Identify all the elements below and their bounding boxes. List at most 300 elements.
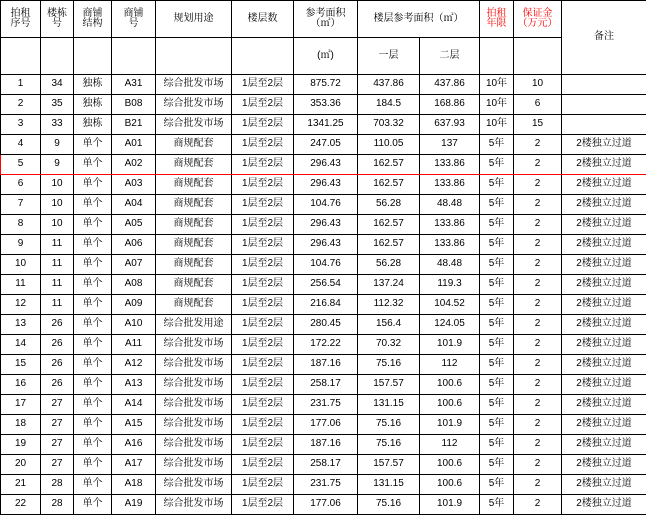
cell-floor2[interactable]: 104.52: [420, 295, 480, 315]
cell-note[interactable]: 2楼独立过道: [562, 195, 646, 215]
cell-shop[interactable]: A05: [112, 215, 156, 235]
cell-floors[interactable]: 1层至2层: [232, 435, 294, 455]
cell-deposit[interactable]: 2: [514, 195, 562, 215]
header-line-1: 商铺: [74, 9, 111, 20]
cell-area[interactable]: 177.06: [294, 415, 358, 435]
cell-note[interactable]: 2楼独立过道: [562, 375, 646, 395]
cell-floors[interactable]: 1层至2层: [232, 275, 294, 295]
cell-usage[interactable]: 综合批发市场: [156, 355, 232, 375]
cell-floor2[interactable]: 112: [420, 435, 480, 455]
header-cell-floor-area: 楼层参考面积（㎡）: [358, 1, 480, 38]
cell-term[interactable]: 5年: [480, 215, 514, 235]
cell-term[interactable]: 10年: [480, 95, 514, 115]
header-line-2: 序号: [1, 19, 40, 30]
cell-order[interactable]: 8: [1, 215, 41, 235]
cell-floors[interactable]: 1层至2层: [232, 475, 294, 495]
table-row[interactable]: [1, 475, 646, 495]
cell-area[interactable]: 1341.25: [294, 115, 358, 135]
cell-floor2[interactable]: 168.86: [420, 95, 480, 115]
cell-usage[interactable]: 综合批发市场: [156, 495, 232, 515]
cell-order[interactable]: 21: [1, 475, 41, 495]
cell-floor2[interactable]: 112: [420, 355, 480, 375]
header-line-2: （万元）: [514, 19, 561, 30]
cell-area[interactable]: 353.36: [294, 95, 358, 115]
cell-order[interactable]: 22: [1, 495, 41, 515]
cell-order[interactable]: 3: [1, 115, 41, 135]
cell-term[interactable]: 5年: [480, 255, 514, 275]
cell-structure[interactable]: 单个: [74, 335, 112, 355]
cell-floor1[interactable]: 131.15: [358, 475, 420, 495]
cell-area[interactable]: 187.16: [294, 355, 358, 375]
cell-deposit[interactable]: 2: [514, 415, 562, 435]
cell-structure[interactable]: 单个: [74, 275, 112, 295]
cell-usage[interactable]: 商规配套: [156, 195, 232, 215]
cell-order[interactable]: 1: [1, 75, 41, 95]
cell-structure[interactable]: 单个: [74, 295, 112, 315]
cell-building[interactable]: 9: [41, 155, 74, 175]
cell-deposit[interactable]: 15: [514, 115, 562, 135]
cell-shop[interactable]: A03: [112, 175, 156, 195]
cell-shop[interactable]: A10: [112, 315, 156, 335]
cell-note[interactable]: 2楼独立过道: [562, 415, 646, 435]
cell-area[interactable]: 258.17: [294, 375, 358, 395]
cell-floors[interactable]: 1层至2层: [232, 495, 294, 515]
cell-floor1[interactable]: 112.32: [358, 295, 420, 315]
cell-building[interactable]: 10: [41, 195, 74, 215]
cell-structure[interactable]: 单个: [74, 395, 112, 415]
cell-order[interactable]: 7: [1, 195, 41, 215]
cell-note[interactable]: 2楼独立过道: [562, 155, 646, 175]
cell-floor1[interactable]: 131.15: [358, 395, 420, 415]
subheader-area-unit: (㎡): [294, 38, 358, 75]
cell-area[interactable]: 296.43: [294, 155, 358, 175]
cell-floor2[interactable]: 100.6: [420, 375, 480, 395]
cell-order[interactable]: 6: [1, 175, 41, 195]
cell-shop[interactable]: B08: [112, 95, 156, 115]
cell-note[interactable]: 2楼独立过道: [562, 135, 646, 155]
cell-floor2[interactable]: 48.48: [420, 195, 480, 215]
cell-term[interactable]: 10年: [480, 75, 514, 95]
cell-usage[interactable]: 综合批发市场: [156, 395, 232, 415]
cell-building[interactable]: 34: [41, 75, 74, 95]
cell-term[interactable]: 10年: [480, 115, 514, 135]
table-row[interactable]: [1, 315, 646, 335]
cell-floor2[interactable]: 124.05: [420, 315, 480, 335]
cell-order[interactable]: 20: [1, 455, 41, 475]
cell-floor2[interactable]: 119.3: [420, 275, 480, 295]
cell-usage[interactable]: 商规配套: [156, 135, 232, 155]
cell-floor1[interactable]: 110.05: [358, 135, 420, 155]
cell-building[interactable]: 26: [41, 315, 74, 335]
cell-usage[interactable]: 商规配套: [156, 215, 232, 235]
cell-floors[interactable]: 1层至2层: [232, 155, 294, 175]
cell-order[interactable]: 18: [1, 415, 41, 435]
cell-floor1[interactable]: 184.5: [358, 95, 420, 115]
cell-deposit[interactable]: 10: [514, 75, 562, 95]
cell-floors[interactable]: 1层至2层: [232, 315, 294, 335]
cell-note[interactable]: 2楼独立过道: [562, 275, 646, 295]
cell-note[interactable]: 2楼独立过道: [562, 435, 646, 455]
cell-building[interactable]: 11: [41, 255, 74, 275]
cell-structure[interactable]: 独栋: [74, 95, 112, 115]
cell-usage[interactable]: 综合批发市场: [156, 475, 232, 495]
cell-building[interactable]: 27: [41, 455, 74, 475]
cell-building[interactable]: 26: [41, 355, 74, 375]
cell-note[interactable]: 2楼独立过道: [562, 475, 646, 495]
cell-floors[interactable]: 1层至2层: [232, 75, 294, 95]
table-row[interactable]: [1, 75, 646, 95]
cell-note[interactable]: 2楼独立过道: [562, 355, 646, 375]
cell-shop[interactable]: A15: [112, 415, 156, 435]
cell-structure[interactable]: 单个: [74, 215, 112, 235]
cell-floor2[interactable]: 133.86: [420, 235, 480, 255]
cell-floor1[interactable]: 75.16: [358, 435, 420, 455]
cell-floors[interactable]: 1层至2层: [232, 415, 294, 435]
cell-floor2[interactable]: 101.9: [420, 415, 480, 435]
cell-floor2[interactable]: 437.86: [420, 75, 480, 95]
cell-deposit[interactable]: 2: [514, 355, 562, 375]
cell-structure[interactable]: 单个: [74, 495, 112, 515]
table-row[interactable]: [1, 435, 646, 455]
table-row[interactable]: [1, 195, 646, 215]
cell-building[interactable]: 33: [41, 115, 74, 135]
cell-structure[interactable]: 单个: [74, 355, 112, 375]
cell-shop[interactable]: A31: [112, 75, 156, 95]
table-row[interactable]: [1, 375, 646, 395]
cell-floors[interactable]: 1层至2层: [232, 115, 294, 135]
cell-building[interactable]: 27: [41, 395, 74, 415]
subheader-blank-usage: [156, 38, 232, 75]
cell-structure[interactable]: 单个: [74, 195, 112, 215]
cell-structure[interactable]: 单个: [74, 375, 112, 395]
cell-note[interactable]: 2楼独立过道: [562, 175, 646, 195]
cell-usage[interactable]: 商规配套: [156, 175, 232, 195]
cell-area[interactable]: 104.76: [294, 195, 358, 215]
cell-shop[interactable]: A02: [112, 155, 156, 175]
cell-building[interactable]: 10: [41, 215, 74, 235]
cell-area[interactable]: 296.43: [294, 235, 358, 255]
cell-deposit[interactable]: 2: [514, 295, 562, 315]
cell-structure[interactable]: 单个: [74, 155, 112, 175]
cell-deposit[interactable]: 2: [514, 155, 562, 175]
cell-floors[interactable]: 1层至2层: [232, 455, 294, 475]
cell-term[interactable]: 5年: [480, 335, 514, 355]
cell-floor2[interactable]: 100.6: [420, 475, 480, 495]
cell-building[interactable]: 28: [41, 495, 74, 515]
table-row[interactable]: [1, 395, 646, 415]
cell-area[interactable]: 258.17: [294, 455, 358, 475]
cell-shop[interactable]: A19: [112, 495, 156, 515]
cell-note[interactable]: [562, 95, 646, 115]
cell-floors[interactable]: 1层至2层: [232, 195, 294, 215]
cell-floor2[interactable]: 100.6: [420, 395, 480, 415]
header-line-2: 年限: [480, 19, 513, 30]
cell-usage[interactable]: 综合批发市场: [156, 75, 232, 95]
cell-shop[interactable]: A08: [112, 275, 156, 295]
table-row[interactable]: [1, 255, 646, 275]
cell-floor1[interactable]: 156.4: [358, 315, 420, 335]
subheader-floor1: 一层: [358, 38, 420, 75]
cell-floors[interactable]: 1层至2层: [232, 255, 294, 275]
cell-shop[interactable]: A17: [112, 455, 156, 475]
cell-shop[interactable]: A06: [112, 235, 156, 255]
cell-building[interactable]: 35: [41, 95, 74, 115]
table-row[interactable]: [1, 155, 646, 175]
cell-area[interactable]: 231.75: [294, 395, 358, 415]
cell-floor2[interactable]: 48.48: [420, 255, 480, 275]
cell-area[interactable]: 187.16: [294, 435, 358, 455]
cell-structure[interactable]: 单个: [74, 175, 112, 195]
cell-deposit[interactable]: 2: [514, 455, 562, 475]
cell-shop[interactable]: A11: [112, 335, 156, 355]
cell-floor2[interactable]: 637.93: [420, 115, 480, 135]
cell-floor2[interactable]: 101.9: [420, 495, 480, 515]
cell-order[interactable]: 5: [1, 155, 41, 175]
cell-floor1[interactable]: 75.16: [358, 355, 420, 375]
cell-floors[interactable]: 1层至2层: [232, 395, 294, 415]
cell-term[interactable]: 5年: [480, 295, 514, 315]
cell-building[interactable]: 10: [41, 175, 74, 195]
table-row[interactable]: [1, 135, 646, 155]
table-row[interactable]: [1, 335, 646, 355]
header-line-1: 拍租: [480, 9, 513, 20]
header-cell-structure: [74, 1, 112, 38]
cell-building[interactable]: 9: [41, 135, 74, 155]
cell-order[interactable]: 19: [1, 435, 41, 455]
cell-order[interactable]: 13: [1, 315, 41, 335]
cell-note[interactable]: 2楼独立过道: [562, 215, 646, 235]
cell-order[interactable]: 11: [1, 275, 41, 295]
cell-term[interactable]: 5年: [480, 315, 514, 335]
cell-term[interactable]: 5年: [480, 155, 514, 175]
cell-building[interactable]: 27: [41, 415, 74, 435]
cell-order[interactable]: 14: [1, 335, 41, 355]
cell-building[interactable]: 11: [41, 275, 74, 295]
cell-area[interactable]: 177.06: [294, 495, 358, 515]
cell-order[interactable]: 17: [1, 395, 41, 415]
cell-area[interactable]: 875.72: [294, 75, 358, 95]
cell-floor1[interactable]: 56.28: [358, 195, 420, 215]
cell-structure[interactable]: 单个: [74, 455, 112, 475]
cell-note[interactable]: 2楼独立过道: [562, 455, 646, 475]
cell-deposit[interactable]: 2: [514, 435, 562, 455]
cell-term[interactable]: 5年: [480, 435, 514, 455]
cell-deposit[interactable]: 2: [514, 275, 562, 295]
cell-note[interactable]: [562, 75, 646, 95]
table-row[interactable]: [1, 275, 646, 295]
cell-floors[interactable]: 1层至2层: [232, 235, 294, 255]
cell-term[interactable]: 5年: [480, 475, 514, 495]
cell-area[interactable]: 104.76: [294, 255, 358, 275]
cell-area[interactable]: 296.43: [294, 175, 358, 195]
cell-floors[interactable]: 1层至2层: [232, 95, 294, 115]
cell-term[interactable]: 5年: [480, 195, 514, 215]
cell-shop[interactable]: A01: [112, 135, 156, 155]
cell-deposit[interactable]: 2: [514, 255, 562, 275]
cell-building[interactable]: 11: [41, 235, 74, 255]
cell-shop[interactable]: A16: [112, 435, 156, 455]
cell-floors[interactable]: 1层至2层: [232, 375, 294, 395]
cell-floor1[interactable]: 157.57: [358, 455, 420, 475]
table-row[interactable]: [1, 295, 646, 315]
cell-order[interactable]: 15: [1, 355, 41, 375]
subheader-blank-floors: [232, 38, 294, 75]
header-subrow: [1, 38, 646, 75]
table-row[interactable]: [1, 235, 646, 255]
cell-area[interactable]: 216.84: [294, 295, 358, 315]
cell-structure[interactable]: 单个: [74, 255, 112, 275]
cell-floor1[interactable]: 703.32: [358, 115, 420, 135]
cell-deposit[interactable]: 2: [514, 235, 562, 255]
cell-floor2[interactable]: 133.86: [420, 175, 480, 195]
cell-term[interactable]: 5年: [480, 495, 514, 515]
cell-floor2[interactable]: 133.86: [420, 215, 480, 235]
cell-order[interactable]: 12: [1, 295, 41, 315]
cell-deposit[interactable]: 2: [514, 175, 562, 195]
cell-deposit[interactable]: 2: [514, 215, 562, 235]
cell-deposit[interactable]: 2: [514, 475, 562, 495]
cell-term[interactable]: 5年: [480, 175, 514, 195]
cell-note[interactable]: 2楼独立过道: [562, 395, 646, 415]
cell-term[interactable]: 5年: [480, 135, 514, 155]
cell-term[interactable]: 5年: [480, 455, 514, 475]
cell-usage[interactable]: 综合批发市场: [156, 435, 232, 455]
cell-order[interactable]: 2: [1, 95, 41, 115]
cell-building[interactable]: 26: [41, 375, 74, 395]
cell-floor1[interactable]: 437.86: [358, 75, 420, 95]
cell-usage[interactable]: 综合批发市场: [156, 375, 232, 395]
cell-building[interactable]: 11: [41, 295, 74, 315]
table-row[interactable]: [1, 95, 646, 115]
cell-shop[interactable]: A12: [112, 355, 156, 375]
table-row[interactable]: [1, 215, 646, 235]
cell-note[interactable]: 2楼独立过道: [562, 295, 646, 315]
cell-floors[interactable]: 1层至2层: [232, 135, 294, 155]
cell-order[interactable]: 16: [1, 375, 41, 395]
cell-shop[interactable]: B21: [112, 115, 156, 135]
cell-floors[interactable]: 1层至2层: [232, 335, 294, 355]
cell-floor1[interactable]: 157.57: [358, 375, 420, 395]
cell-shop[interactable]: A09: [112, 295, 156, 315]
cell-floor2[interactable]: 101.9: [420, 335, 480, 355]
cell-usage[interactable]: 综合批发市场: [156, 115, 232, 135]
cell-structure[interactable]: 单个: [74, 315, 112, 335]
cell-usage[interactable]: 综合批发市场: [156, 335, 232, 355]
cell-shop[interactable]: A13: [112, 375, 156, 395]
cell-building[interactable]: 27: [41, 435, 74, 455]
cell-shop[interactable]: A07: [112, 255, 156, 275]
cell-area[interactable]: 172.22: [294, 335, 358, 355]
cell-shop[interactable]: A14: [112, 395, 156, 415]
cell-floors[interactable]: 1层至2层: [232, 215, 294, 235]
cell-deposit[interactable]: 2: [514, 395, 562, 415]
cell-note[interactable]: [562, 115, 646, 135]
cell-deposit[interactable]: 2: [514, 335, 562, 355]
cell-floor1[interactable]: 162.57: [358, 155, 420, 175]
cell-floor1[interactable]: 162.57: [358, 175, 420, 195]
cell-building[interactable]: 26: [41, 335, 74, 355]
cell-deposit[interactable]: 2: [514, 375, 562, 395]
header-line-1: 保证金: [514, 9, 561, 20]
table-row[interactable]: [1, 495, 646, 515]
cell-note[interactable]: 2楼独立过道: [562, 495, 646, 515]
cell-term[interactable]: 5年: [480, 235, 514, 255]
cell-note[interactable]: 2楼独立过道: [562, 235, 646, 255]
cell-deposit[interactable]: 6: [514, 95, 562, 115]
cell-floors[interactable]: 1层至2层: [232, 355, 294, 375]
cell-term[interactable]: 5年: [480, 355, 514, 375]
cell-floor1[interactable]: 75.16: [358, 495, 420, 515]
cell-usage[interactable]: 商规配套: [156, 235, 232, 255]
cell-area[interactable]: 247.05: [294, 135, 358, 155]
cell-usage[interactable]: 商规配套: [156, 155, 232, 175]
cell-structure[interactable]: 单个: [74, 135, 112, 155]
cell-term[interactable]: 5年: [480, 375, 514, 395]
cell-structure[interactable]: 独栋: [74, 75, 112, 95]
table-row[interactable]: [1, 175, 646, 195]
cell-usage[interactable]: 综合批发市场: [156, 95, 232, 115]
cell-floor2[interactable]: 133.86: [420, 155, 480, 175]
cell-structure[interactable]: 独栋: [74, 115, 112, 135]
cell-note[interactable]: 2楼独立过道: [562, 255, 646, 275]
cell-structure[interactable]: 单个: [74, 235, 112, 255]
cell-structure[interactable]: 单个: [74, 435, 112, 455]
table-row[interactable]: [1, 115, 646, 135]
table-row[interactable]: [1, 455, 646, 475]
cell-usage[interactable]: 综合批发市场: [156, 455, 232, 475]
cell-order[interactable]: 9: [1, 235, 41, 255]
cell-order[interactable]: 10: [1, 255, 41, 275]
cell-term[interactable]: 5年: [480, 395, 514, 415]
header-cell-floors: 楼层数: [232, 1, 294, 38]
cell-usage[interactable]: 综合批发用途: [156, 315, 232, 335]
table-row[interactable]: [1, 415, 646, 435]
cell-deposit[interactable]: 2: [514, 495, 562, 515]
cell-note[interactable]: 2楼独立过道: [562, 315, 646, 335]
cell-floor1[interactable]: 162.57: [358, 235, 420, 255]
cell-floors[interactable]: 1层至2层: [232, 175, 294, 195]
cell-usage[interactable]: 商规配套: [156, 255, 232, 275]
cell-term[interactable]: 5年: [480, 275, 514, 295]
cell-term[interactable]: 5年: [480, 415, 514, 435]
cell-structure[interactable]: 单个: [74, 415, 112, 435]
cell-area[interactable]: 296.43: [294, 215, 358, 235]
cell-order[interactable]: 4: [1, 135, 41, 155]
cell-deposit[interactable]: 2: [514, 135, 562, 155]
cell-floors[interactable]: 1层至2层: [232, 295, 294, 315]
cell-shop[interactable]: A04: [112, 195, 156, 215]
cell-area[interactable]: 256.54: [294, 275, 358, 295]
cell-floor1[interactable]: 162.57: [358, 215, 420, 235]
cell-floor2[interactable]: 100.6: [420, 455, 480, 475]
cell-floor1[interactable]: 70.32: [358, 335, 420, 355]
cell-usage[interactable]: 商规配套: [156, 275, 232, 295]
cell-floor1[interactable]: 75.16: [358, 415, 420, 435]
cell-deposit[interactable]: 2: [514, 315, 562, 335]
table-row[interactable]: [1, 355, 646, 375]
cell-floor1[interactable]: 56.28: [358, 255, 420, 275]
cell-area[interactable]: 280.45: [294, 315, 358, 335]
cell-note[interactable]: 2楼独立过道: [562, 335, 646, 355]
cell-building[interactable]: 28: [41, 475, 74, 495]
cell-floor2[interactable]: 137: [420, 135, 480, 155]
cell-floor1[interactable]: 137.24: [358, 275, 420, 295]
cell-structure[interactable]: 单个: [74, 475, 112, 495]
cell-area[interactable]: 231.75: [294, 475, 358, 495]
cell-usage[interactable]: 综合批发市场: [156, 415, 232, 435]
cell-usage[interactable]: 商规配套: [156, 295, 232, 315]
cell-shop[interactable]: A18: [112, 475, 156, 495]
